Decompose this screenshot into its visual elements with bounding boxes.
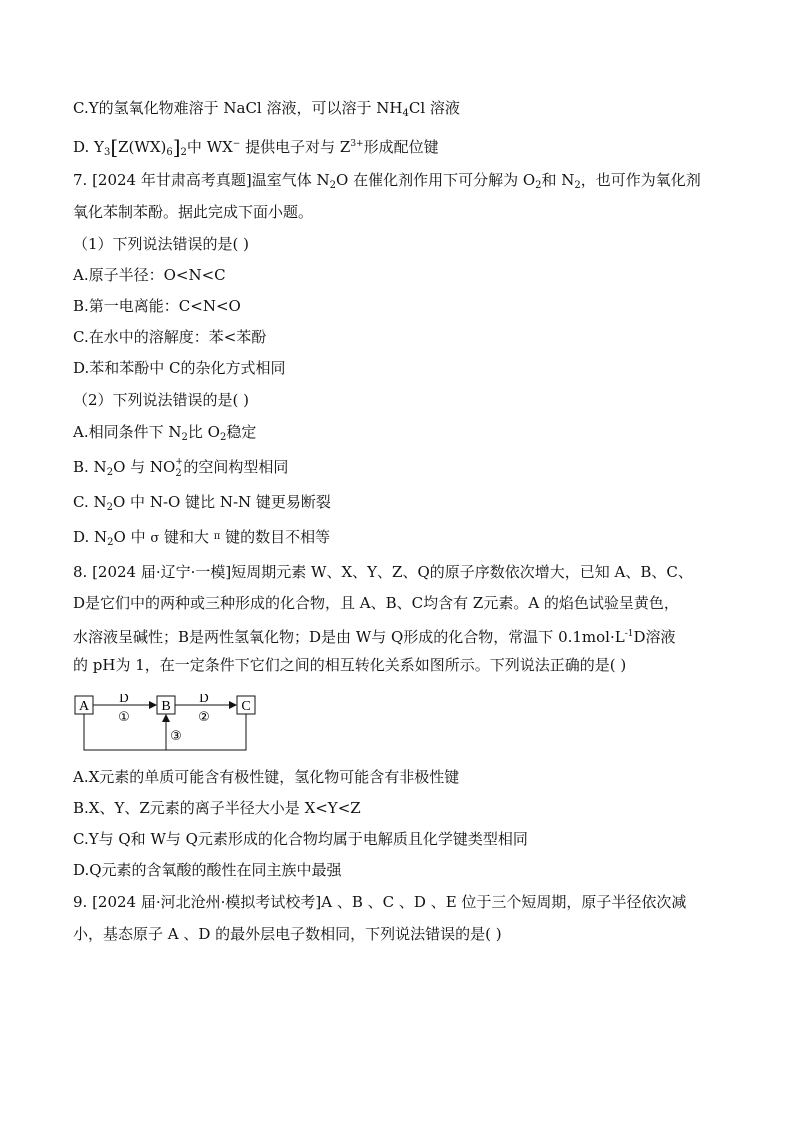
question-text: 和 N: [541, 171, 575, 189]
question-text: D溶液: [633, 628, 676, 646]
option-text: 稳定: [226, 423, 257, 441]
subscript: 2: [574, 180, 581, 191]
option-d: [73, 527, 330, 553]
box-c-label: C: [241, 699, 251, 714]
option-text: B. N: [73, 458, 107, 476]
option-text: C. N: [73, 493, 107, 511]
question-8-stem-line1: 8. [2024 届·辽宁·一模]短周期元素 W、X、Y、Z、Q的原子序数依次增大，已知 A、B、C、: [73, 563, 693, 581]
option-text: O 中 N-O 键比 N-N 键更易断裂: [112, 493, 331, 511]
option-a: [73, 422, 256, 448]
question-text: 7. [2024 年甘肃高考真题]温室气体 N: [73, 171, 330, 189]
option-text: A.相同条件下 N: [73, 423, 182, 441]
option-b: B.第一电离能：C<N<O: [73, 297, 241, 315]
subscript: 2: [329, 180, 336, 191]
option-text: 比 O: [187, 423, 220, 441]
subscript: 4: [402, 108, 409, 119]
option-c-q6: [73, 98, 460, 124]
question-8-stem-line3: [73, 624, 676, 647]
pi-symbol: π: [213, 531, 221, 542]
conversion-diagram: [73, 694, 273, 752]
bracket-open: [: [110, 135, 119, 159]
subscript: 2: [106, 502, 113, 513]
loop-line: [84, 714, 246, 750]
option-text: 的空间构型相同: [183, 458, 289, 476]
option-text: D. Y: [73, 138, 104, 156]
subscript: 2: [106, 467, 114, 478]
question-7-part1: （1）下列说法错误的是( ): [73, 235, 250, 253]
question-8-stem-line2: D是它们中的两种或三种形成的化合物，且 A、B、C均含有 Z元素。A 的焰色试验呈黄色，: [73, 594, 679, 612]
option-text: D. N: [73, 528, 108, 546]
option-text: 形成配位键: [363, 138, 439, 156]
option-a: A.X元素的单质可能含有极性键，氢化物可能含有非极性键: [73, 768, 460, 786]
option-text: O 与 NO: [113, 458, 176, 476]
question-text: O 在催化剂作用下可分解为 O: [336, 171, 536, 189]
superscript: 3+: [350, 139, 364, 149]
question-text: 水溶液呈碱性；B是两性氢氧化物；D是由 W与 Q形成的化合物，常温下 0.1mol·L: [73, 628, 625, 646]
option-c: C.Y与 Q和 W与 Q元素形成的化合物均属于电解质且化学键类型相同: [73, 830, 528, 848]
question-9-stem-line1: 9. [2024 届·河北沧州·模拟考试校考]A 、B 、C 、D 、E 位于三个短周期，原子半径依次减: [73, 893, 687, 911]
sigma-symbol: σ: [150, 531, 160, 546]
superscript: −: [232, 139, 241, 149]
box-a-label: A: [78, 699, 90, 714]
arrow1-number: ①: [118, 710, 130, 725]
option-b: B.X、Y、Z元素的离子半径大小是 X<Y<Z: [73, 799, 361, 817]
arrow2-reagent: D: [199, 694, 209, 705]
subscript: 3: [103, 147, 111, 158]
box-b-label: B: [161, 699, 171, 714]
question-7-stem: [73, 170, 701, 196]
subscript: 6: [166, 147, 173, 158]
subscript: 2: [175, 468, 182, 479]
subscript: 2: [535, 180, 542, 191]
option-text: 中 WX: [186, 138, 233, 156]
question-text: ，也可作为氧化剂: [580, 171, 701, 189]
subscript: 2: [181, 432, 188, 443]
superscript: +: [175, 457, 183, 467]
subscript: 2: [219, 432, 227, 443]
option-text: 键的数目不相等: [220, 528, 331, 546]
option-text: Cl 溶液: [408, 99, 460, 117]
question-7-part2: （2）下列说法错误的是( ): [73, 391, 250, 409]
option-d: D.Q元素的含氧酸的酸性在同主族中最强: [73, 861, 342, 879]
option-text: C.Y的氢氧化物难溶于 NaCl 溶液，可以溶于 NH: [73, 99, 403, 117]
option-c: C.在水中的溶解度：苯<苯酚: [73, 328, 267, 346]
option-d-q6: [73, 134, 439, 163]
subscript: 2: [180, 147, 187, 158]
question-9-stem-line2: 小，基态原子 A 、D 的最外层电子数相同，下列说法错误的是( ): [73, 925, 502, 943]
option-c: [73, 492, 331, 518]
bracket-close: ]: [172, 135, 181, 159]
option-d: D.苯和苯酚中 C的杂化方式相同: [73, 359, 286, 377]
sub-sup-stack: [175, 457, 183, 479]
option-text: Z(WX): [118, 138, 167, 156]
option-b: [73, 457, 288, 483]
arrow2-number: ②: [198, 710, 210, 725]
superscript: -1: [624, 629, 634, 639]
option-text: 提供电子对与 Z: [240, 138, 351, 156]
question-8-stem-line4: 的 pH为 1，在一定条件下它们之间的相互转化关系如图所示。下列说法正确的是( ): [73, 656, 627, 674]
arrow3-number: ③: [170, 729, 182, 744]
arrow1-reagent: D: [119, 694, 129, 705]
option-a: A.原子半径：O<N<C: [73, 266, 226, 284]
subscript: 2: [107, 537, 114, 548]
option-text: 键和大: [159, 528, 214, 546]
option-text: O 中: [113, 528, 151, 546]
question-7-stem-line2: 氧化苯制苯酚。据此完成下面小题。: [73, 203, 314, 221]
